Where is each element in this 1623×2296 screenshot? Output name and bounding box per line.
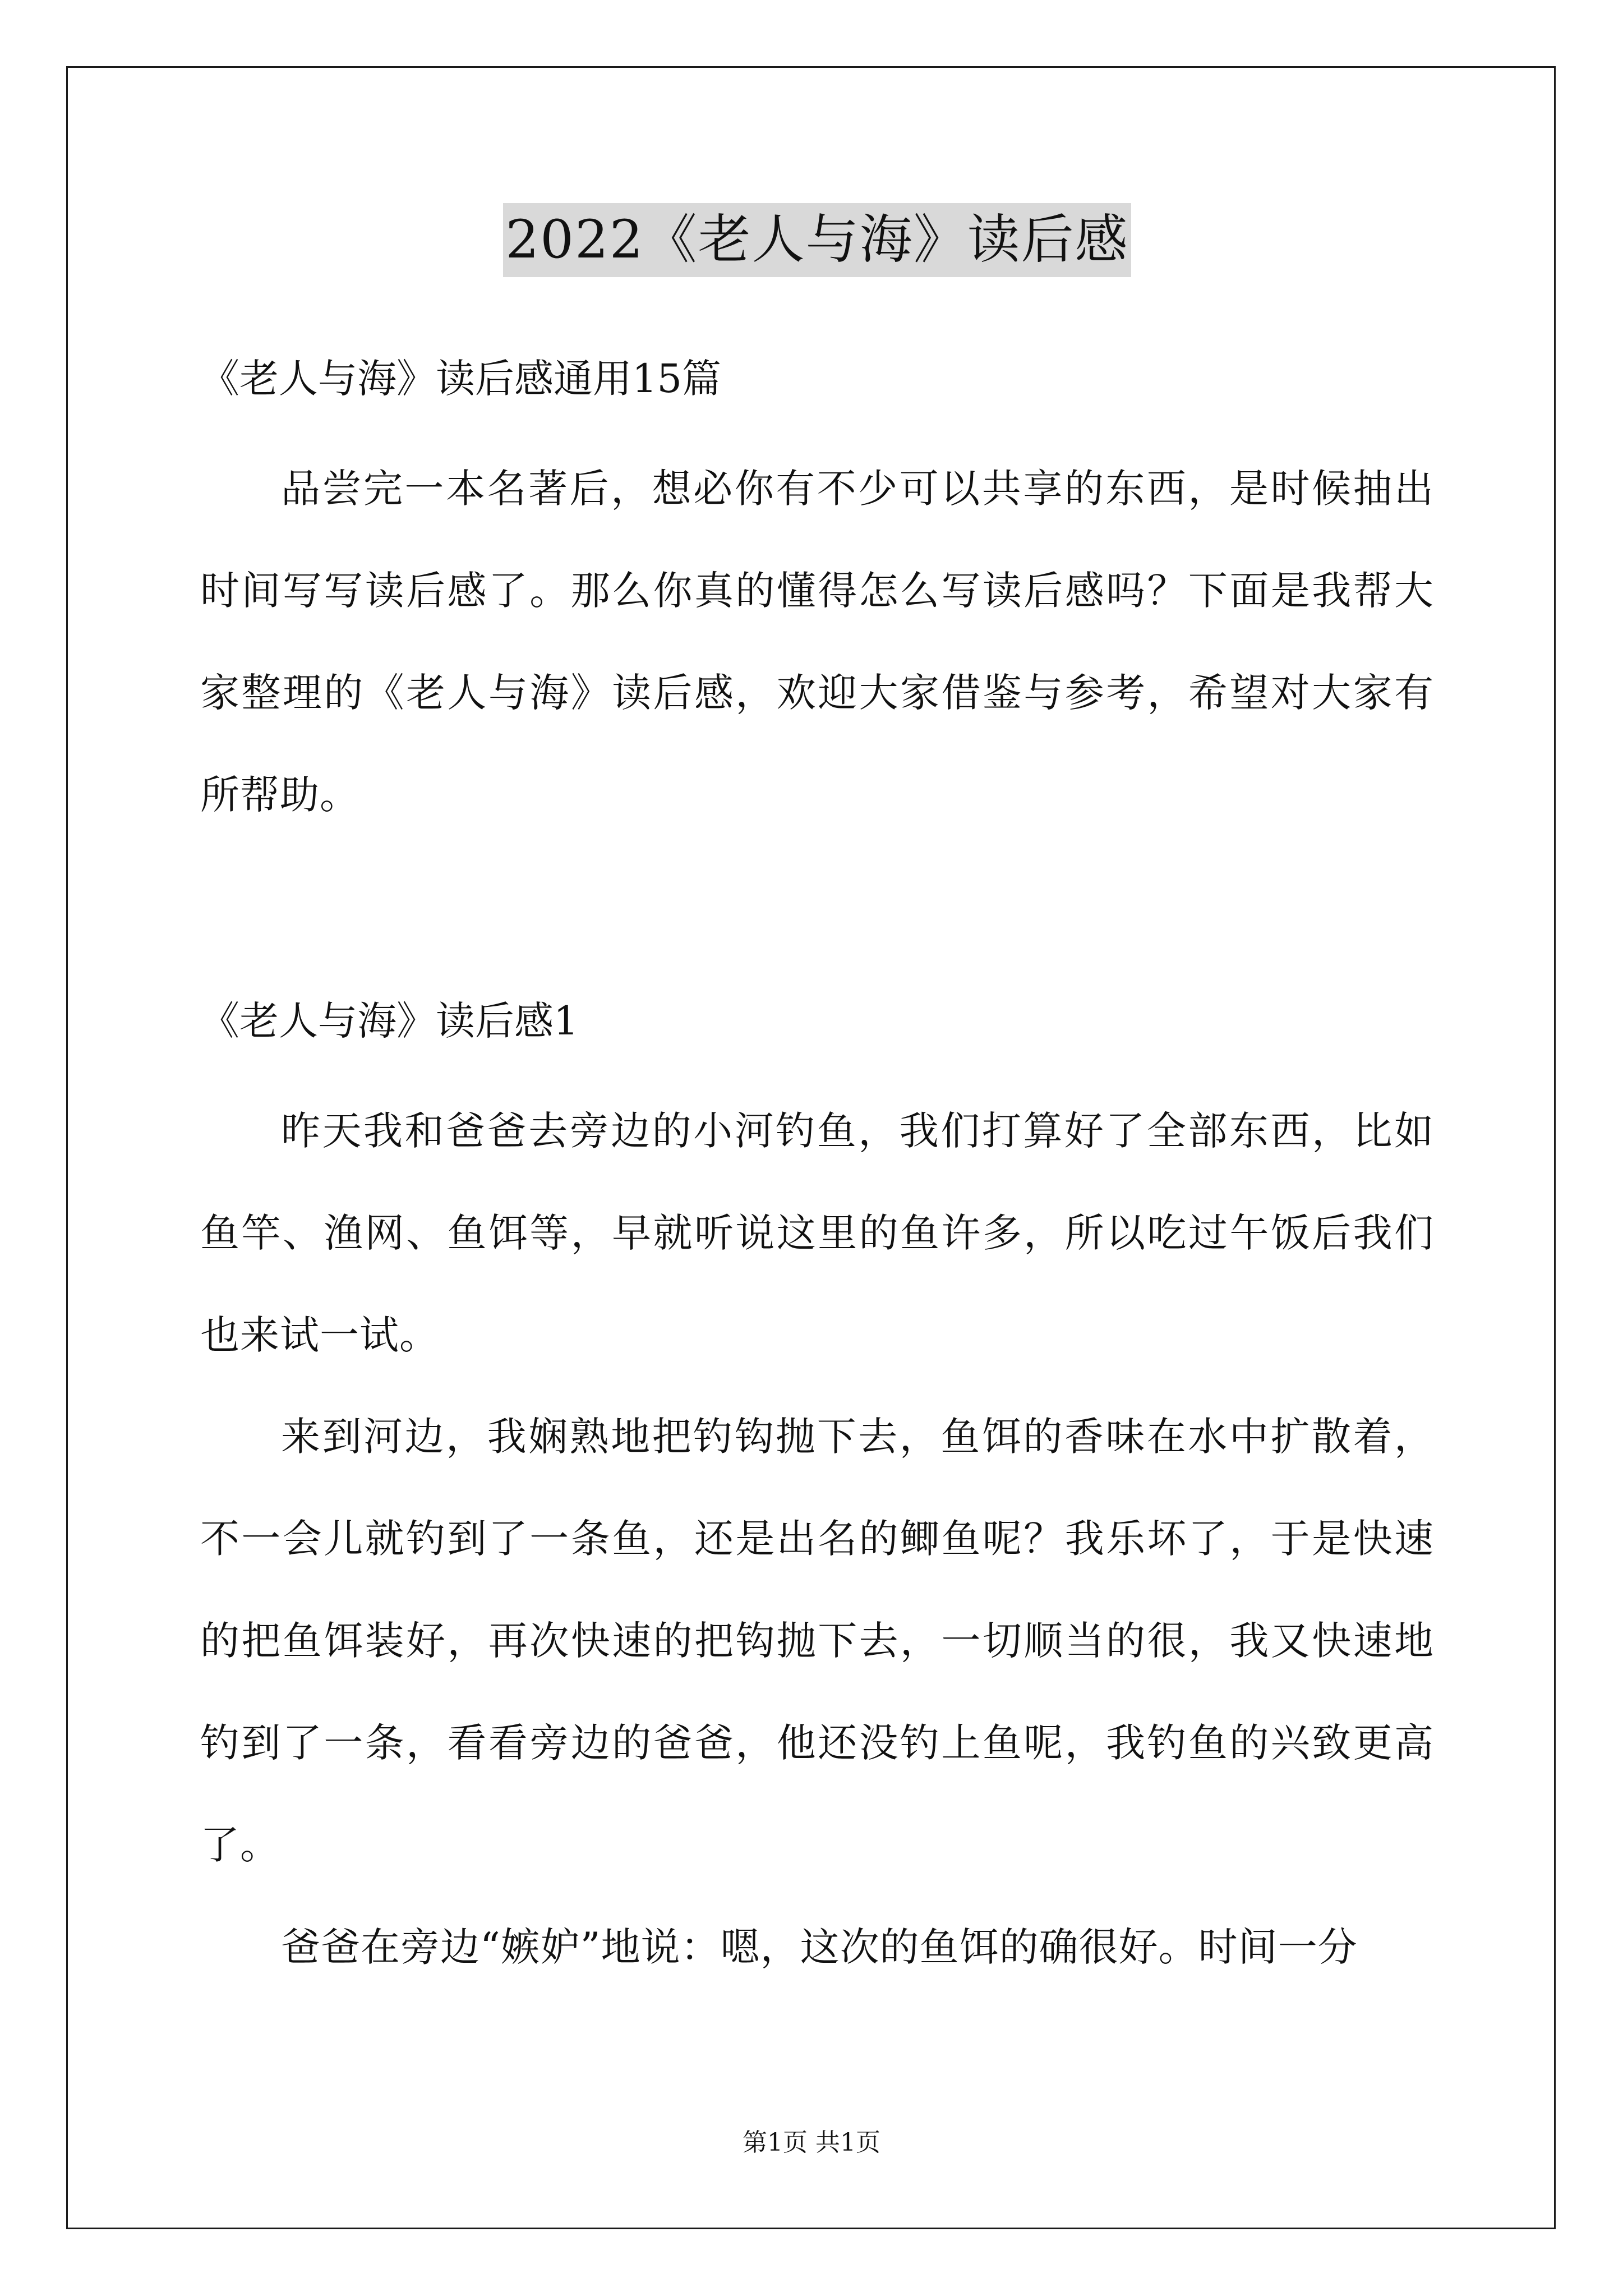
body-paragraph-1: 昨天我和爸爸去旁边的小河钓鱼，我们打算好了全部东西，比如鱼竿、渔网、鱼饵等，早就听说这里的鱼许多，所以吃过午饭后我们也来试一试。 xyxy=(200,1108,1434,1358)
document-title: 2022《老人与海》读后感 xyxy=(503,203,1131,277)
body-paragraph-3: 爸爸在旁边“嫉妒”地说：嗯，这次的鱼饵的确很好。时间一分 xyxy=(281,1924,1358,1970)
document-subtitle: 《老人与海》读后感通用15篇 xyxy=(200,356,722,402)
title-block xyxy=(200,203,1434,277)
section-heading: 《老人与海》读后感1 xyxy=(200,998,579,1044)
page-footer: 第1页 共1页 xyxy=(743,2128,880,2157)
body-paragraph-2: 来到河边，我娴熟地把钓钩抛下去，鱼饵的香味在水中扩散着，不一会儿就钓到了一条鱼，还是出名的鲫鱼呢？我乐坏了，于是快速的把鱼饵装好，再次快速的把钩抛下去，一切顺当的很，我又快速地钓到了一条，看看旁边的爸爸，他还没钓上鱼呢，我钓鱼的兴致更高了。 xyxy=(200,1414,1434,1868)
intro-paragraph: 品尝完一本名著后，想必你有不少可以共享的东西，是时候抽出时间写写读后感了。那么你真的懂得怎么写读后感吗？下面是我帮大家整理的《老人与海》读后感，欢迎大家借鉴与参考，希望对大家有所帮助。 xyxy=(200,466,1434,818)
